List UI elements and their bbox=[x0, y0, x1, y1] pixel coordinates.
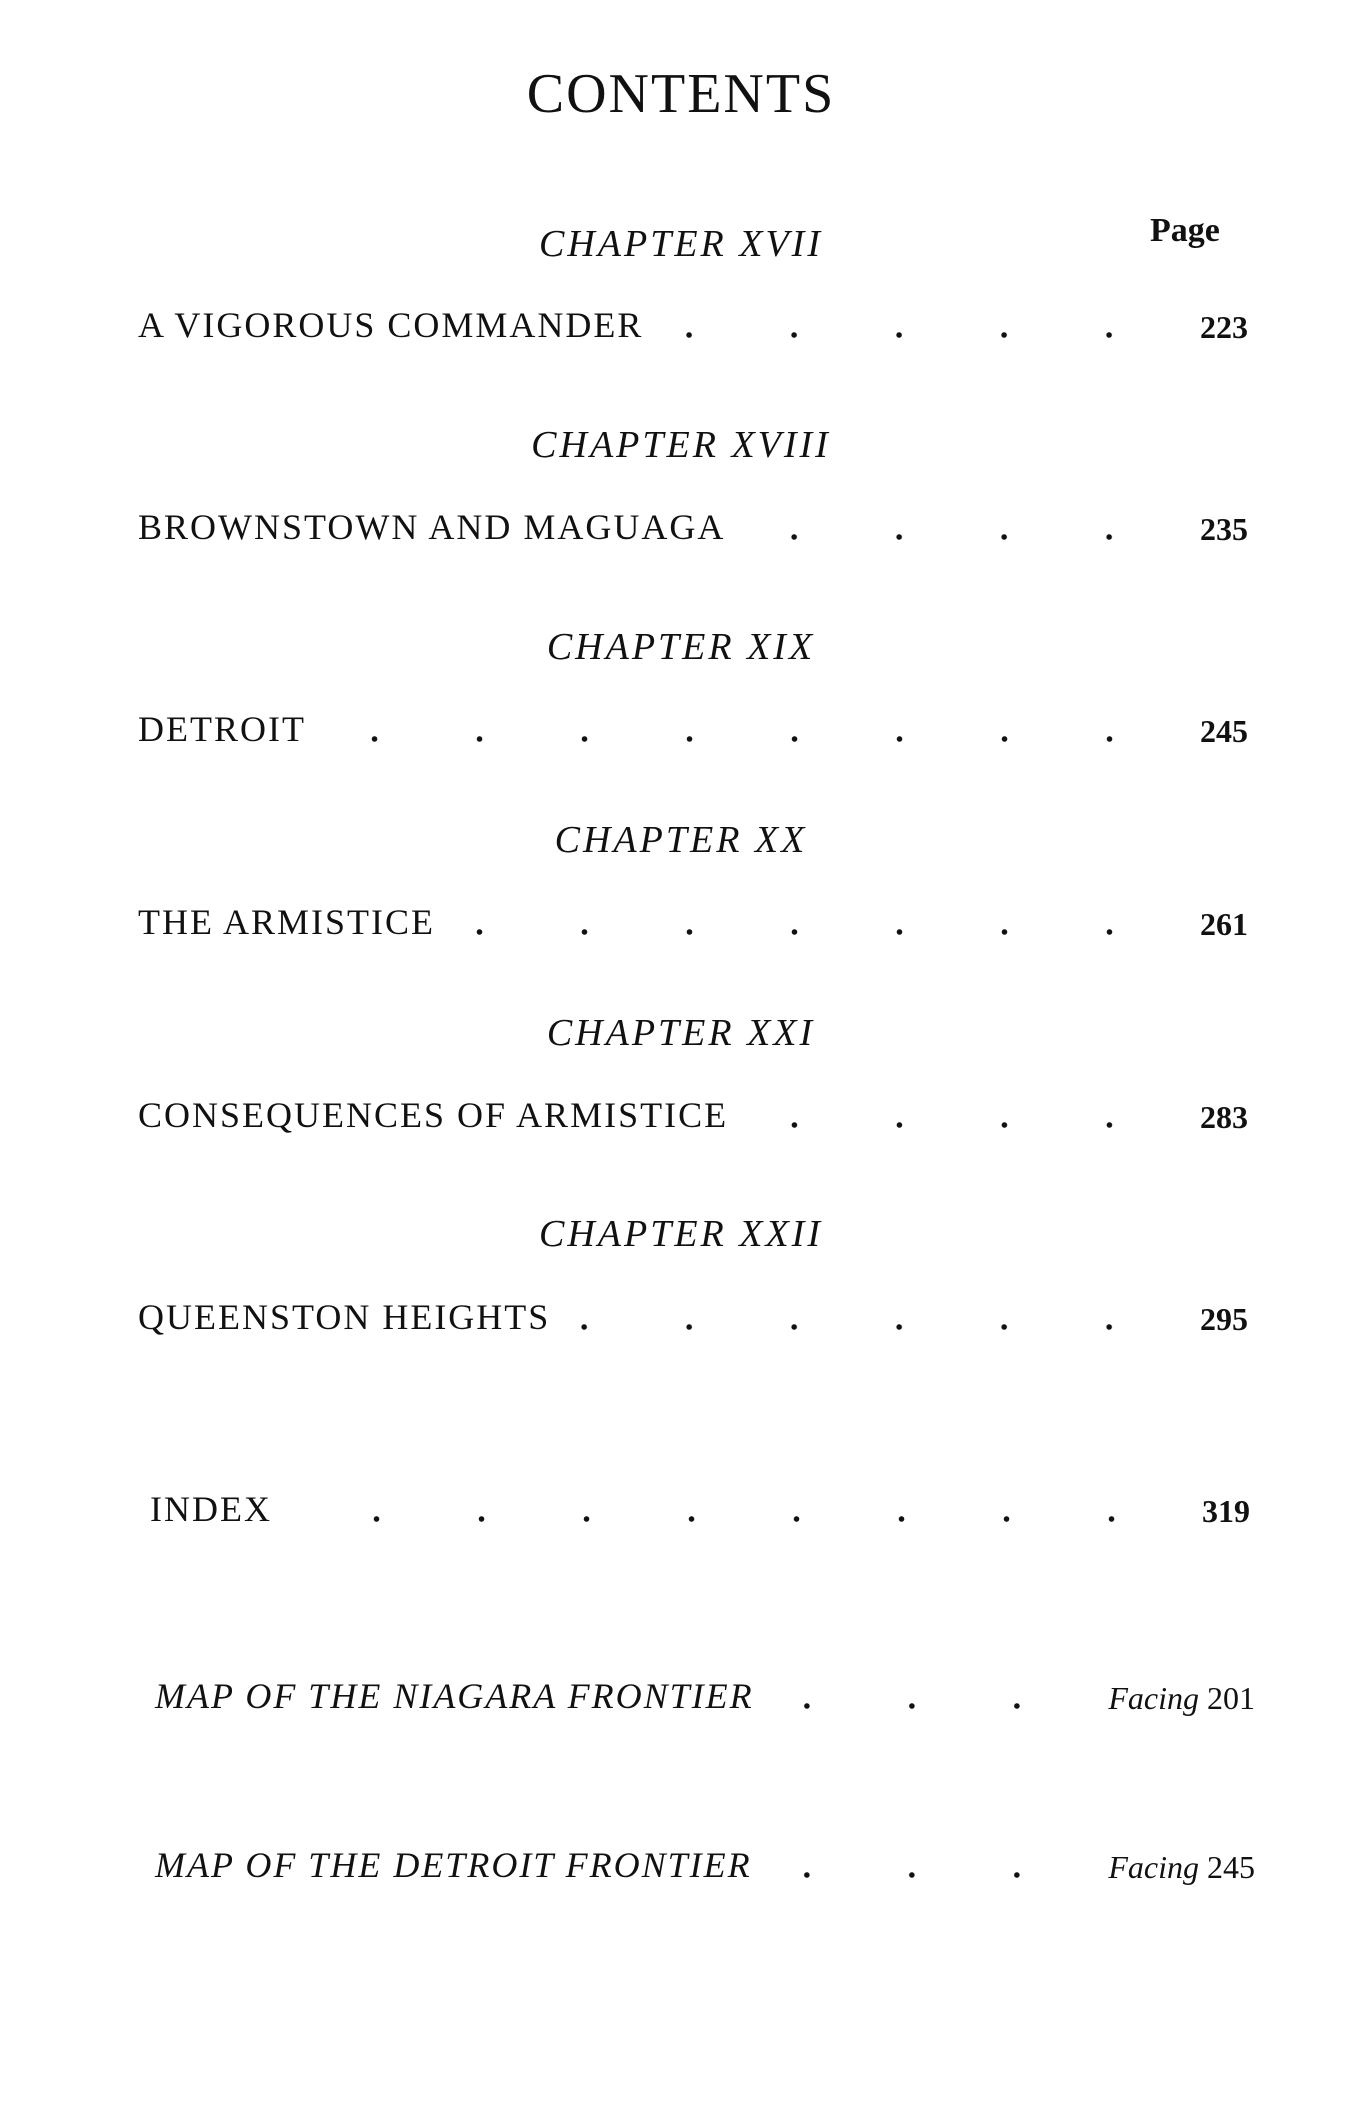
dot-leader bbox=[320, 736, 1162, 742]
entry-page-number: 223 bbox=[1200, 309, 1248, 345]
chapter-heading: CHAPTER XVIII bbox=[531, 424, 831, 466]
dot-leader bbox=[564, 1324, 1162, 1330]
entry-title: DETROIT bbox=[138, 709, 306, 749]
dot-leader bbox=[766, 1872, 1069, 1878]
toc-entry[interactable] bbox=[138, 1288, 1248, 1338]
map-title: MAP OF THE NIAGARA FRONTIER bbox=[155, 1676, 754, 1716]
dot-leader bbox=[768, 1703, 1069, 1709]
map-page-number: 201 bbox=[1207, 1680, 1255, 1716]
dot-leader bbox=[449, 929, 1162, 935]
index-entry[interactable] bbox=[150, 1480, 1250, 1530]
entry-page-number: 245 bbox=[1200, 713, 1248, 749]
facing-label: Facing bbox=[1108, 1849, 1199, 1885]
dot-leader bbox=[739, 534, 1162, 540]
entry-page-number: 235 bbox=[1200, 511, 1248, 547]
map-entry[interactable] bbox=[155, 1667, 1255, 1717]
entry-title: THE ARMISTICE bbox=[138, 902, 436, 942]
entry-title: A VIGOROUS COMMANDER bbox=[138, 305, 644, 345]
chapter-heading: CHAPTER XVII bbox=[538, 223, 823, 265]
page-title: CONTENTS bbox=[526, 63, 836, 125]
map-entry[interactable] bbox=[155, 1836, 1255, 1886]
entry-title: CONSEQUENCES OF ARMISTICE bbox=[138, 1095, 729, 1135]
chapter-heading: CHAPTER XXII bbox=[538, 1213, 823, 1255]
entry-page-number: 295 bbox=[1200, 1301, 1248, 1337]
map-page-number: 245 bbox=[1207, 1849, 1255, 1885]
map-page-reference bbox=[1085, 1849, 1255, 1886]
page-column-header: Page bbox=[1150, 212, 1220, 249]
entry-title: INDEX bbox=[150, 1489, 272, 1529]
chapter-heading: CHAPTER XIX bbox=[546, 626, 816, 668]
toc-entry[interactable] bbox=[138, 893, 1248, 943]
entry-title: QUEENSTON HEIGHTS bbox=[138, 1297, 551, 1337]
chapter-heading: CHAPTER XXI bbox=[546, 1012, 816, 1054]
toc-entry[interactable] bbox=[138, 700, 1248, 750]
facing-label: Facing bbox=[1108, 1680, 1199, 1716]
entry-page-number: 283 bbox=[1200, 1099, 1248, 1135]
dot-leader bbox=[657, 332, 1162, 338]
toc-entry[interactable] bbox=[138, 498, 1248, 548]
entry-page-number: 261 bbox=[1200, 906, 1248, 942]
entry-page-number: 319 bbox=[1202, 1493, 1250, 1529]
entry-title: BROWNSTOWN AND MAGUAGA bbox=[138, 507, 726, 547]
toc-entry[interactable] bbox=[138, 1086, 1248, 1136]
map-page-reference bbox=[1085, 1680, 1255, 1717]
chapter-heading: CHAPTER XX bbox=[554, 819, 808, 861]
dot-leader bbox=[286, 1516, 1164, 1522]
dot-leader bbox=[742, 1122, 1162, 1128]
map-title: MAP OF THE DETROIT FRONTIER bbox=[155, 1845, 752, 1885]
toc-entry[interactable] bbox=[138, 296, 1248, 346]
